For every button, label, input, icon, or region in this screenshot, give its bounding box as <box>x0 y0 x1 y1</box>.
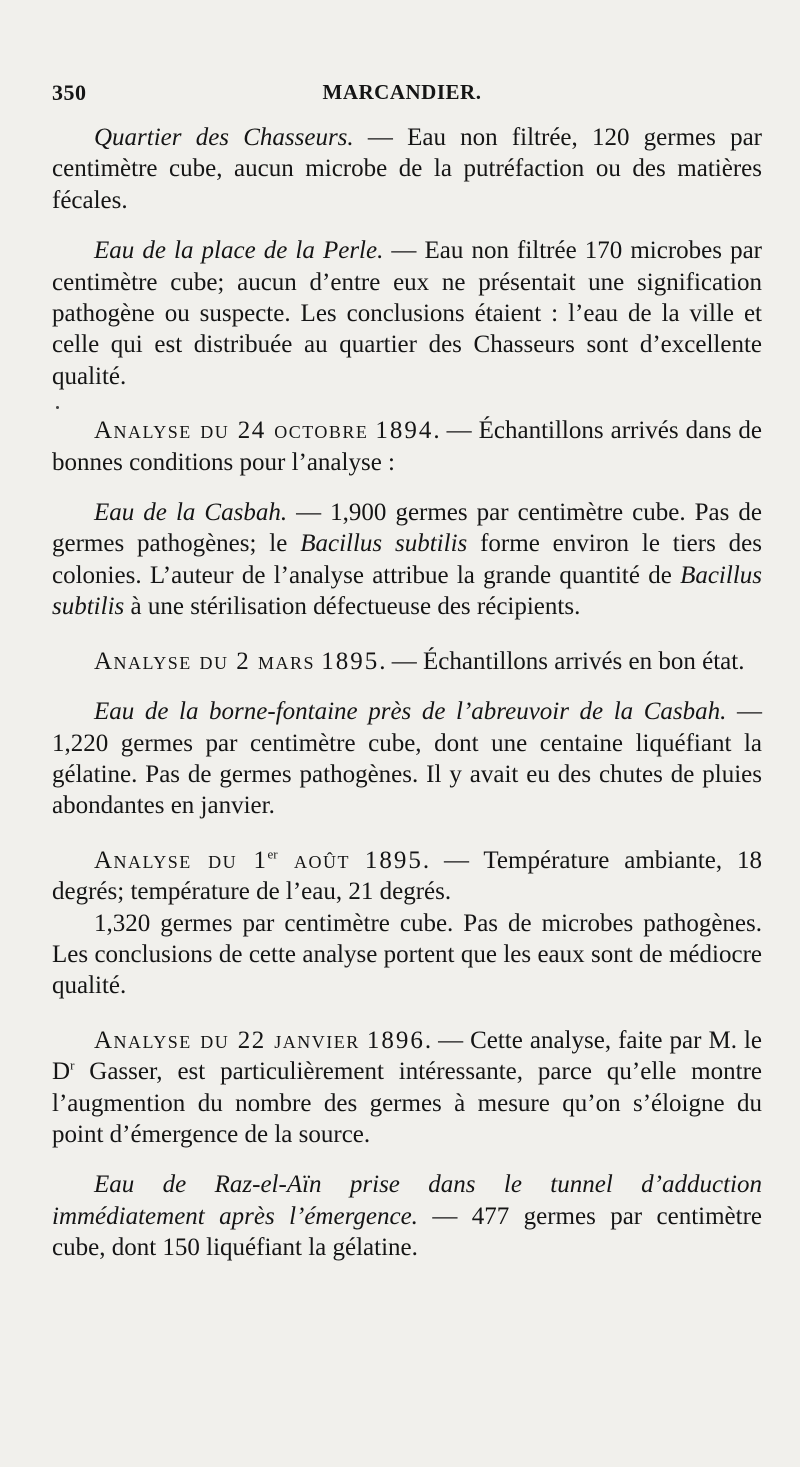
paragraph-borne-fontaine <box>52 696 762 822</box>
analysis-year: 1896 <box>366 1026 425 1054</box>
paragraph-raz-el-ain <box>52 1169 762 1263</box>
paragraph-analyse-1895-aout <box>52 845 762 908</box>
page-body <box>52 122 762 1264</box>
analysis-year: 1895 <box>321 647 380 675</box>
species-name: Bacillus subtilis <box>300 530 468 558</box>
analysis-heading: Analyse du 2 mars <box>94 647 316 675</box>
paragraph-place-perle <box>52 235 762 392</box>
paragraph-analyse-1895-mars <box>52 646 762 677</box>
paragraph-text: — 1,900 germes par centimètre cube. Pas de germes pathogènes; le <box>52 499 762 558</box>
analysis-heading: Analyse du 24 octobre <box>94 417 369 445</box>
paragraph-text: . — Température ambiante, 18 degrés; température de l’eau, 21 degrés. <box>52 846 762 906</box>
paragraph-text: — 1,220 germes par centimètre cube, dont une centaine liquéfiant la gélatine. Pas de germes pathogènes. Il y avait eu des chutes de pluies abondantes en janvier. <box>52 698 763 820</box>
analysis-year: 1895 <box>364 846 423 874</box>
paragraph-lead: Eau de la place de la Perle. <box>94 237 384 265</box>
paragraph-text: 1,320 germes par centimètre cube. Pas de microbes pathogènes. Les conclusions de cette analyse portent que les eaux sont de médiocre qualité. <box>52 909 762 1000</box>
paragraph-text: — 477 germes par centimètre cube, dont 150 liquéfiant la gélatine. <box>52 1202 762 1262</box>
paragraph-germes-1320 <box>52 908 762 1002</box>
paragraph-text: Gasser, est particulièrement intéressante, parce qu’elle montre l’augmention du nombre des germes à mesure qu’on s’éloigne du point d’émergence de la source. <box>52 1058 762 1148</box>
paragraph-text: . — Échantillons arrivés dans de bonnes conditions pour l’analyse : <box>52 417 763 476</box>
species-name: Bacillus subtilis <box>52 561 762 621</box>
paragraph-lead: Eau de la Casbah. <box>94 499 288 527</box>
paragraph-analyse-1894 <box>52 415 762 478</box>
paragraph-text: à une stérilisation défectueuse des récipients. <box>124 593 581 621</box>
paragraph-text: forme environ le tiers des colonies. L’auteur de l’analyse attribue la grande quantité de <box>52 530 762 589</box>
analysis-heading: Analyse du 22 janvier <box>94 1026 360 1054</box>
paragraph-text: . — Cette analyse, faite par M. le D <box>52 1026 762 1086</box>
paragraph-analyse-1896 <box>52 1025 762 1151</box>
paragraph-lead: Quartier des Chasseurs. <box>94 124 354 151</box>
analysis-heading-month: août <box>277 846 350 874</box>
analysis-year: 1894 <box>375 417 434 445</box>
paragraph-casbah <box>52 497 762 623</box>
paragraph-text: — Eau non filtrée 170 microbes par centimètre cube; aucun d’entre eux ne présentait une signification pathogène ou suspecte. Les conclusions étaient : l’eau de la ville et celle qui est distribuée au quartier des Chasseurs sont d’excellente qualité. <box>52 237 762 390</box>
paragraph-lead: Eau de la borne-fontaine près de l’abreuvoir de la Casbah. <box>94 698 727 726</box>
page-number: 350 <box>52 80 87 105</box>
superscript: er <box>267 846 278 862</box>
paragraph-quartier-chasseurs <box>52 122 762 216</box>
paragraph-text: . — Échantillons arrivés en bon état. <box>379 647 745 675</box>
running-title: MARCANDIER. <box>322 80 482 104</box>
paragraph-text: — Eau non filtrée, 120 germes par centimètre cube, aucun microbe de la putréfaction ou des matières fécales. <box>52 124 762 214</box>
superscript: r <box>70 1057 75 1073</box>
paragraph-lead: Eau de Raz-el-Aïn prise dans le tunnel d’adduction immédiatement après l’émergence. <box>52 1171 762 1230</box>
analysis-heading: Analyse du 1 <box>94 846 268 874</box>
page-header <box>52 80 752 116</box>
